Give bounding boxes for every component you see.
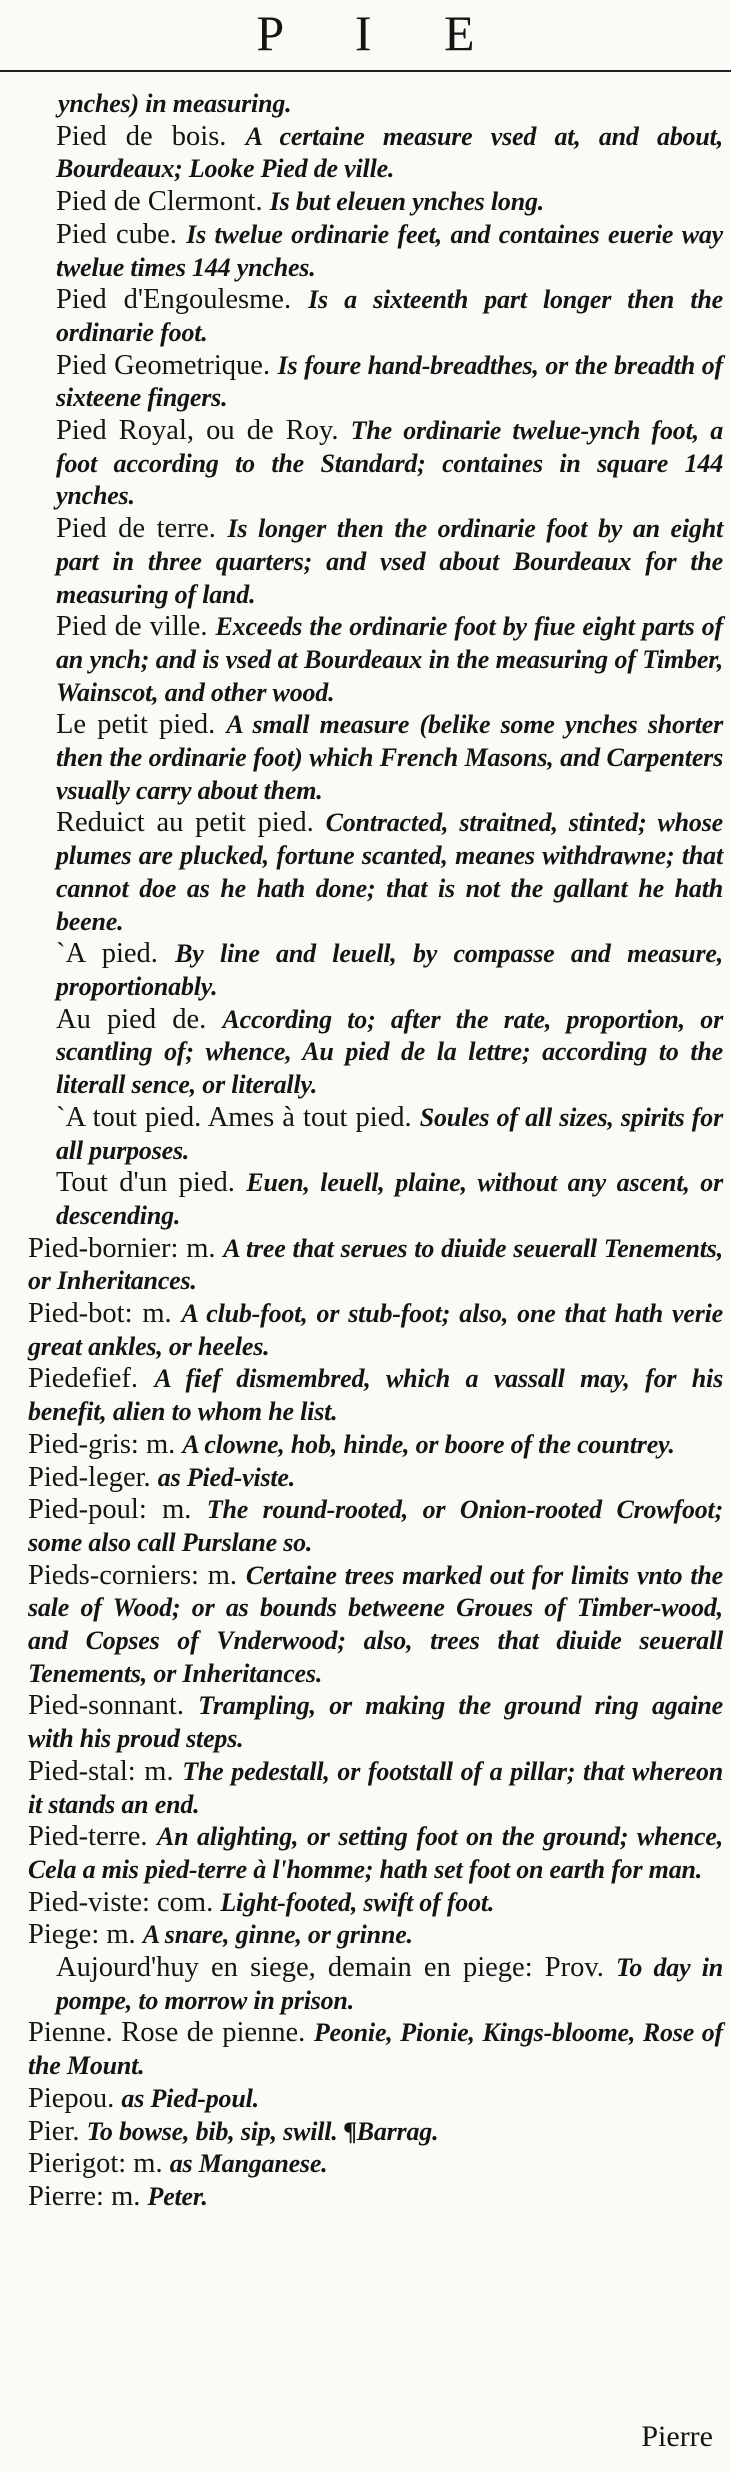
dictionary-entry [28, 1560, 723, 1691]
entry-definition: A snare, ginne, or grinne. [142, 1920, 413, 1950]
dictionary-entry [28, 807, 723, 938]
entry-headword: Pied-stal: [28, 1755, 136, 1787]
entry-grammar: m. [162, 1494, 192, 1526]
dictionary-entry [28, 284, 723, 349]
entry-headword: Reduict au petit pied. [56, 807, 314, 839]
entry-headword: Piedefief. [28, 1363, 138, 1395]
dictionary-entry [28, 1462, 723, 1495]
entry-definition: Certaine trees marked out for limits vnto the sale of Wood; or as bounds betweene Groues of Timber-wood, and Copses of Vnderwood; also, trees that diuide seuerall Tenements, or Inheritances. [28, 1560, 724, 1688]
page-title: P I E [256, 5, 505, 61]
dictionary-entry [28, 2083, 723, 2116]
entry-headword: Pieds-corniers: [28, 1559, 199, 1591]
dictionary-entry [28, 1167, 723, 1232]
dictionary-entry [28, 1004, 723, 1102]
entry-definition: Euen, leuell, plaine, without any ascent, or descending. [56, 1168, 724, 1230]
entry-definition: To bowse, bib, sip, swill. ¶Barrag. [86, 2116, 439, 2146]
dictionary-entry [28, 1363, 723, 1428]
entry-headword: Pied de ville. [56, 611, 208, 643]
entry-grammar: m. [144, 1755, 174, 1787]
entry-definition: Exceeds the ordinarie foot by fiue eight parts of an ynch; and is vsed at Bourdeaux in the measuring of Timber, Wainscot, and other wood. [56, 612, 723, 707]
dictionary-entry [28, 186, 723, 219]
entry-definition: as Manganese. [169, 2149, 328, 2179]
entry-definition: According to; after the rate, proportion, or scantling of; whence, Au pied de la lettre; according to the literall sence, or literally. [56, 1004, 723, 1100]
dictionary-entry [28, 2017, 723, 2082]
dictionary-entry [28, 938, 723, 1003]
entry-headword: Pied-leger. [28, 1461, 151, 1493]
entry-definition: A club-foot, or stub-foot; also, one that hath verie great ankles, or heeles. [28, 1299, 724, 1361]
entry-definition: A certaine measure vsed at, and about, Bourdeaux; Looke Pied de ville. [56, 121, 724, 184]
entry-definition: By line and leuell, by compasse and measure, proportionably. [56, 939, 724, 1001]
entry-definition: as Pied-poul. [121, 2083, 259, 2113]
entry-definition: Contracted, straitned, stinted; whose plumes are plucked, fortune scanted, meanes withdrawne; that cannot doe as he hath done; that is not the gallant he hath beene. [56, 808, 723, 936]
entry-definition: The round-rooted, or Onion-rooted Crowfoot; some also call Purslane so. [28, 1495, 724, 1557]
entry-grammar: m. [133, 2148, 163, 2180]
entry-definition: Is twelue ordinarie feet, and containes euerie way twelue times 144 ynches. [56, 219, 724, 282]
entry-headword: Aujourd'huy en siege, demain en piege: [56, 1952, 533, 1984]
entry-headword: Pied Geometrique. [56, 349, 271, 381]
entry-definition: An alighting, or setting foot on the ground; whence, Cela a mis pied-terre à l'homme; hath set foot on earth for man. [28, 1822, 723, 1884]
entry-definition: Soules of all sizes, spirits for all purposes. [56, 1102, 723, 1165]
entry-headword: Pied-poul: [28, 1494, 147, 1526]
entry-headword: Pied de terre. [56, 513, 216, 545]
dictionary-entry [28, 1821, 723, 1886]
entry-headword: Piege: [28, 1919, 100, 1951]
entry-grammar: m. [142, 1298, 172, 1330]
entry-headword: Pied d'Engoulesme. [56, 284, 292, 316]
entry-definition: Light-footed, swift of foot. [220, 1887, 495, 1917]
entry-headword: Pied Royal, ou de Roy. [56, 415, 339, 447]
dictionary-entry [28, 709, 723, 807]
entry-definition: Peter. [147, 2182, 208, 2211]
entry-grammar: m. [145, 1428, 176, 1460]
entry-definition: Trampling, or making the ground ring againe with his proud steps. [28, 1691, 723, 1754]
dictionary-entry [28, 1429, 723, 1462]
entry-definition: A small measure (belike some ynches shorter then the ordinarie foot) which French Masons, and Carpenters vsually carry about them. [56, 710, 724, 805]
dictionary-entry [28, 2116, 723, 2149]
entry-headword: Pied de bois. [56, 120, 227, 152]
dictionary-entry [28, 1494, 723, 1559]
entry-headword: Pier. [28, 2115, 80, 2147]
dictionary-entry [28, 121, 723, 186]
dictionary-entry [28, 350, 723, 415]
catchword: Pierre [641, 2420, 713, 2453]
entry-headword: Pied cube. [56, 218, 177, 250]
dictionary-entry [28, 611, 723, 709]
entry-headword: Pienne. Rose de pienne. [28, 2017, 306, 2049]
dictionary-entry [28, 219, 723, 284]
entry-headword: Pierre: [28, 2181, 104, 2212]
dictionary-entry [28, 415, 723, 513]
entry-grammar: m. [186, 1232, 216, 1264]
entry-headword: Tout d'un pied. [56, 1167, 235, 1199]
entry-definition: A tree that serues to diuide seuerall Tenements, or Inheritances. [28, 1233, 723, 1296]
entry-headword: `A pied. [56, 938, 158, 970]
entry-headword: Pied de Clermont. [56, 186, 263, 218]
entry-definition: The ordinarie twelue-ynch foot, a foot according to the Standard; containes in square 144 ynches. [56, 416, 723, 511]
dictionary-entry [28, 1298, 723, 1363]
entry-headword: Pied-gris: [28, 1428, 139, 1460]
dictionary-entry [28, 1919, 723, 1952]
entry-definition: To day in pompe, to morrow in prison. [56, 1953, 724, 2015]
dictionary-entry [28, 2148, 723, 2181]
dictionary-entry [28, 1887, 723, 1920]
entry-definition: as Pied-viste. [157, 1462, 296, 1492]
page-header [0, 0, 731, 80]
entry-headword: Au pied de. [56, 1003, 207, 1035]
entry-headword: Pied-terre. [28, 1821, 148, 1853]
entry-definition: Is a sixteenth part longer then the ordinarie foot. [56, 285, 723, 347]
dictionary-entry [28, 88, 723, 121]
entry-headword: Le petit pied. [56, 709, 216, 741]
entry-grammar: m. [207, 1559, 238, 1591]
header-rule [0, 70, 731, 72]
entry-headword: Pierigot: [28, 2148, 127, 2180]
entry-grammar: com. [157, 1886, 214, 1918]
entry-definition: Is but eleuen ynches long. [269, 187, 545, 217]
dictionary-entry [28, 1102, 723, 1167]
entry-definition: A fief dismembred, which a vassall may, for his benefit, alien to whom he list. [28, 1364, 723, 1427]
entry-headword: Piepou. [28, 2082, 115, 2114]
dictionary-entry [28, 1756, 723, 1821]
entry-definition: Is foure hand-breadthes, or the breadth of sixteene fingers. [56, 350, 723, 413]
entry-headword: Pied-sonnant. [28, 1690, 184, 1722]
dictionary-entry [28, 1233, 723, 1298]
dictionary-entry [28, 513, 723, 611]
dictionary-entry [28, 1952, 723, 2017]
entry-grammar: m. [106, 1919, 136, 1951]
dictionary-column [28, 88, 723, 2214]
entry-headword: Pied-bot: [28, 1298, 133, 1330]
dictionary-entry [28, 2181, 723, 2214]
entry-definition: ynches) in measuring. [58, 89, 292, 118]
entry-headword: `A tout pied. Ames à tout pied. [56, 1101, 412, 1133]
entry-headword: Pied-viste: [28, 1886, 150, 1918]
entry-grammar: Prov. [544, 1952, 604, 1984]
entry-definition: Is longer then the ordinarie foot by an eight part in three quarters; and vsed about Bourdeaux for the measuring of land. [56, 514, 724, 609]
dictionary-entry [28, 1690, 723, 1755]
entry-headword: Pied-bornier: [28, 1232, 179, 1264]
entry-grammar: m. [111, 2181, 141, 2212]
entry-definition: A clowne, hob, hinde, or boore of the countrey. [182, 1429, 675, 1459]
entry-definition: Peonie, Pionie, Kings-bloome, Rose of the Mount. [28, 2018, 724, 2081]
entry-definition: The pedestall, or footstall of a pillar; that whereon it stands an end. [28, 1756, 724, 1819]
